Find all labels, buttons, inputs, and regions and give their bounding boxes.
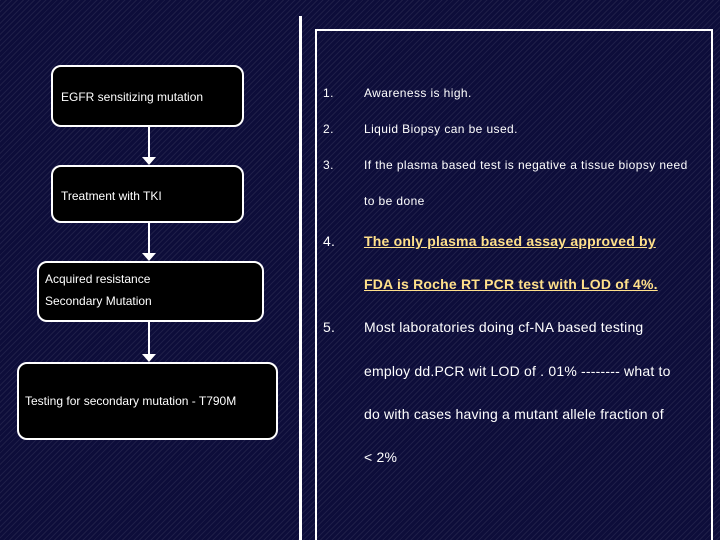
flow-step-label-line1: Acquired resistance [45,272,151,286]
flow-step-tki-treatment [51,165,244,223]
flow-step-t790m-testing [17,362,278,440]
note-number: 2. [323,122,334,136]
flow-arrow [139,322,159,362]
note-number: 1. [323,86,334,100]
note-line-highlight: The only plasma based assay approved by [364,233,656,249]
note-number: 4. [323,233,336,249]
note-line: Awareness is high. [364,86,472,100]
flow-step-egfr-mutation [51,65,244,127]
vertical-divider [299,16,302,540]
note-line: < 2% [364,449,398,465]
flow-step-label: EGFR sensitizing mutation [61,90,204,104]
note-line: employ dd.PCR wit LOD of . 01% -------- what to [364,363,671,379]
flow-step-acquired-resistance [37,261,264,322]
flow-arrow [139,127,159,165]
flow-arrow [139,223,159,261]
note-line: Liquid Biopsy can be used. [364,122,518,136]
note-line: do with cases having a mutant allele fraction of [364,406,664,422]
note-line: Most laboratories doing cf-NA based testing [364,319,644,335]
note-line: to be done [364,194,425,208]
flow-step-label: Treatment with TKI [61,189,162,203]
note-line: If the plasma based test is negative a tissue biopsy need [364,158,688,172]
flow-step-label-line2: Secondary Mutation [45,294,152,308]
flow-step-label: Testing for secondary mutation - T790M [25,394,237,408]
note-line-highlight: FDA is Roche RT PCR test with LOD of 4%. [364,276,658,292]
note-number: 5. [323,319,336,335]
note-number: 3. [323,158,334,172]
